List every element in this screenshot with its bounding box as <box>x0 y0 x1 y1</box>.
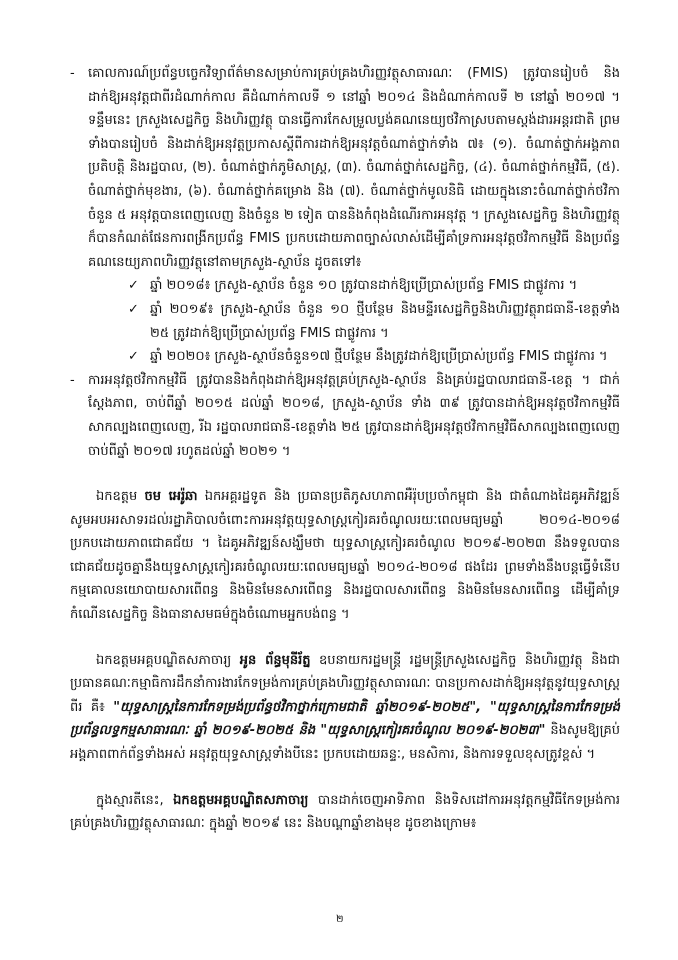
checkmark-icon: ✓ <box>128 349 139 365</box>
paragraph-body: បានដាក់ចេញអាទិភាព និងទិសដៅការអនុវត្តកម្មវិធីកែទម្រង់ការគ្រប់គ្រងហិរញ្ញវត្ថុសាធារណៈ ក្នុងឆ្នាំ ២០១៩ នេះ និងបណ្ដាឆ្នាំខាងមុខ ដូចខាងក្រោម៖ <box>70 792 620 832</box>
bullet-item-program-budget <box>70 369 620 463</box>
sub-item-text: ឆ្នាំ ២០១៨៖ ក្រសួង-ស្ថាប័ន ចំនួន ១០ ត្រូវបានដាក់ឱ្យប្រើប្រាស់ប្រព័ន្ធ FMIS ជាផ្លូវការ ។ <box>150 278 578 294</box>
sub-item-2018 <box>128 274 620 298</box>
paragraph-lead: ក្នុងស្មារតីនេះ, <box>96 792 174 808</box>
fmis-paragraph: គោលការណ៍ប្រព័ន្ធបច្ចេកវិទ្យាព័ត៌មានសម្រាប់ការគ្រប់គ្រងហិរញ្ញវត្ថុសាធារណៈ (FMIS) ត្រូវបានរៀបចំ និងដាក់ឱ្យអនុវត្តជាពីរដំណាក់កាល គឺដំណាក់កាលទី ១ នៅឆ្នាំ ២០១៤ និងដំណាក់កាលទី ២ នៅឆ្នាំ ២០១៧ ។ ទន្ទឹមនេះ ក្រសួងសេដ្ឋកិច្ច និងហិរញ្ញវត្ថុ បានធ្វើការកែសម្រួលប្លង់គណនេយ្យថវិកាស្របតាមស្តង់ដារអន្តរជាតិ ព្រមទាំងបានរៀបចំ និងដាក់ឱ្យអនុវត្តប្រកាសស្តីពីការដាក់ឱ្យអនុវត្តចំណាត់ថ្នាក់ទាំង ៧៖ (១). ចំណាត់ថ្នាក់អង្គភាពប្រតិបត្តិ និងរដ្ឋបាល, (២). ចំណាត់ថ្នាក់ភូមិសាស្ត្រ, (៣). ចំណាត់ថ្នាក់សេដ្ឋកិច្ច, (៤). ចំណាត់ថ្នាក់កម្មវិធី, (៥). ចំណាត់ថ្នាក់មុខងារ, (៦). ចំណាត់ថ្នាក់គម្រោង និង (៧). ចំណាត់ថ្នាក់មូលនិធិ ដោយក្នុងនោះចំណាត់ថ្នាក់ថវិកាចំនួន ៥ អនុវត្តបានពេញលេញ និងចំនួន ២ ទៀត បាននិងកំពុងដំណើរការអនុវត្ត ។ ក្រសួងសេដ្ឋកិច្ច និងហិរញ្ញវត្ថុ ក៏បានកំណត់ផែនការពង្រីកប្រព័ន្ធ FMIS ប្រកបដោយភាពច្បាស់លាស់ដើម្បីគាំទ្រការអនុវត្តថវិកាកម្មវិធី និងប្រព័ន្ធគណនេយ្យភាពហិរញ្ញវត្ថុនៅតាមក្រសួង-ស្ថាប័ន ដូចតទៅ៖ <box>88 66 620 270</box>
page-number: ២ <box>336 914 344 925</box>
bullet-item-fmis <box>70 62 620 274</box>
priorities-paragraph <box>70 789 620 836</box>
paragraph-body: ឧបនាយករដ្ឋមន្ត្រី រដ្ឋមន្ត្រីក្រសួងសេដ្ឋកិច្ច និងហិរញ្ញវត្ថុ និងជាប្រធានគណៈកម្មាធិការដឹកនាំការងារកែទម្រង់ការគ្រប់គ្រងហិរញ្ញវត្ថុសាធារណៈ បានប្រកាសដាក់ឱ្យអនុវត្តនូវយុទ្ធសាស្ត្រពីរ គឺ៖ <box>70 652 620 715</box>
minister-paragraph <box>70 649 620 767</box>
sub-item-text: ឆ្នាំ ២០២០៖ ក្រសួង-ស្ថាប័នចំនួន១៧ ថ្មីបន្ថែម នឹងត្រូវដាក់ឱ្យប្រើប្រាស់ប្រព័ន្ធ FMIS ជាផ្លូវការ ។ <box>150 349 608 365</box>
strategy-titles: "យុទ្ធសាស្ត្រនៃការកែទម្រង់ប្រព័ន្ធថវិកាថ្នាក់ក្រោមជាតិ ឆ្នាំ២០១៩-២០២៥", "យុទ្ធសាស្ត្រនៃការកែទម្រង់ប្រព័ន្ធលទ្ធកម្មសាធារណៈ ឆ្នាំ ២០១៩-២០២៥ និង "យុទ្ធសាស្ត្រកៀរគរចំណូល ២០១៩-២០២៣" <box>70 699 620 739</box>
paragraph-lead: ឯកឧត្តមអគ្គបណ្ឌិតសភាចារ្យ <box>96 652 240 668</box>
bullet-mark: - <box>70 372 75 388</box>
minister-title: ឯកឧត្តមអគ្គបណ្ឌិតសភាចារ្យ <box>173 792 309 808</box>
sub-item-text: ឆ្នាំ ២០១៩៖ ក្រសួង-ស្ថាប័ន ចំនួន ១០ ថ្មីបន្ថែម និងមន្ទីរសេដ្ឋកិច្ចនិងហិរញ្ញវត្ថុរាជធានី-ខេត្តទាំង ២៥ ត្រូវដាក់ឱ្យប្រើប្រាស់ប្រព័ន្ធ FMIS ជាផ្លូវការ ។ <box>150 301 620 341</box>
sub-item-2020 <box>128 345 620 369</box>
checkmark-icon: ✓ <box>128 278 139 294</box>
sub-item-2019 <box>128 298 620 345</box>
program-budget-paragraph: ការអនុវត្តថវិកាកម្មវិធី ត្រូវបាននិងកំពុងដាក់ឱ្យអនុវត្តគ្រប់ក្រសួង-ស្ថាប័ន និងគ្រប់រដ្ឋបាលរាជធានី-ខេត្ត ។ ជាក់ស្តែងភាព, ចាប់ពីឆ្នាំ ២០១៥ ដល់ឆ្នាំ ២០១៨, ក្រសួង-ស្ថាប័ន ទាំង ៣៩ ត្រូវបានដាក់ឱ្យអនុវត្តថវិកាកម្មវិធីសាកល្បងពេញលេញ, រីឯ រដ្ឋបាលរាជធានី-ខេត្តទាំង ២៥ ត្រូវបានដាក់ឱ្យអនុវត្តថវិកាកម្មវិធីសាកល្បងពេញលេញចាប់ពីឆ្នាំ ២០១៧ រហូតដល់ឆ្នាំ ២០២១ ។ <box>88 372 620 459</box>
minister-name: អូន ព័ន្ធមុនីរ័ត្ន <box>239 652 311 668</box>
paragraph-lead: ឯកឧត្តម <box>96 489 145 505</box>
eu-ambassador-paragraph <box>70 485 620 627</box>
ambassador-name: ចម អេរ៉ូឆា <box>144 489 198 505</box>
checkmark-icon: ✓ <box>128 301 139 317</box>
paragraph-tail: និងសូមឱ្យគ្រប់អង្គភាពពាក់ព័ន្ធទាំងអស់ អនុវត្តយុទ្ធសាស្ត្រទាំងបីនេះ ប្រកបដោយឆន្ទៈ, មនសិការ, និងការទទួលខុសត្រូវខ្ពស់ ។ <box>70 723 620 763</box>
paragraph-body: ឯកអគ្គរដ្ឋទូត និង ប្រធានប្រតិភូសហភាពអឺរ៉ុបប្រចាំកម្ពុជា និង ជាតំណាងដៃគូអភិវឌ្ឍន៍ សូមអបអរសាទរដល់រដ្ឋាភិបាលចំពោះការអនុវត្តយុទ្ធសាស្ត្រកៀរគរចំណូលរយៈពេលមធ្យមឆ្នាំ ២០១៤-២០១៨ ប្រកបដោយភាពជោគជ័យ ។ ដៃគូអភិវឌ្ឍន៍សង្ឃឹមថា យុទ្ធសាស្ត្រកៀរគរចំណូល ២០១៩-២០២៣ នឹងទទួលបានជោគជ័យដូចគ្នានឹងយុទ្ធសាស្ត្រកៀរគរចំណូលរយៈពេលមធ្យមឆ្នាំ ២០១៤-២០១៨ ផងដែរ ព្រមទាំងនឹងបន្តធ្វើទំនើបកម្មគោលនយោបាយសារពើពន្ធ និងមិនមែនសារពើពន្ធ និងរដ្ឋបាលសារពើពន្ធ និងមិនមែនសារពើពន្ធ ដើម្បីគាំទ្រកំណើនសេដ្ឋកិច្ច និងធានាសមធម៌ក្នុងចំណោមអ្នកបង់ពន្ធ ។ <box>70 489 620 623</box>
bullet-mark: - <box>70 66 75 81</box>
